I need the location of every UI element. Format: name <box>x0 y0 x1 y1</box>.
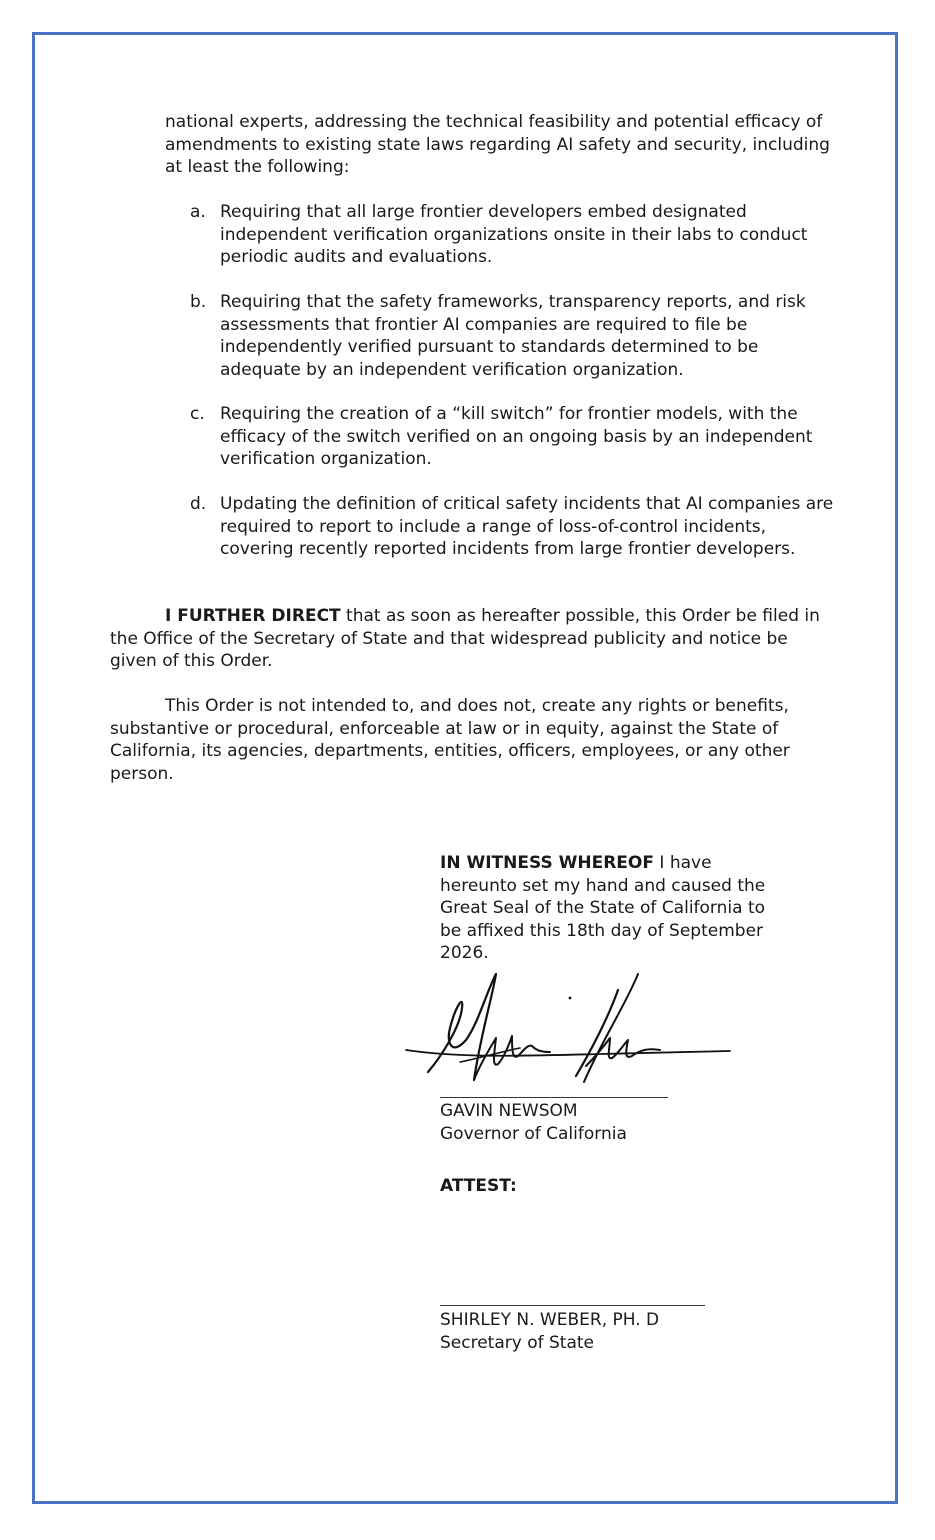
list-item-b <box>190 291 840 381</box>
list-marker: a. <box>190 202 206 222</box>
further-direct-lead: I FURTHER DIRECT <box>165 606 341 626</box>
further-direct-text: that as soon as hereafter possible, this Order be filed in the Office of the Secretary of State and that widespread publicity and notice be given of this Order. <box>110 606 820 671</box>
secretary-title: Secretary of State <box>440 1332 594 1353</box>
witness-text: I have hereunto set my hand and caused the Great Seal of the State of California to be affixed this 18th day of September 2026. <box>440 853 766 963</box>
list-item-text: Requiring that all large frontier developers embed designated independent verification organizations onsite in their labs to conduct periodic audits and evaluations. <box>220 202 808 267</box>
attest-label: ATTEST: <box>440 1176 517 1196</box>
witness-paragraph <box>440 852 780 965</box>
governor-title: Governor of California <box>440 1123 627 1144</box>
governor-signature <box>400 968 740 1092</box>
governor-signature-line <box>440 1097 668 1098</box>
list-item-c <box>190 403 840 471</box>
secretary-signature-line <box>440 1305 705 1306</box>
intro-paragraph: national experts, addressing the technical feasibility and potential efficacy of amendments to existing state laws regarding AI safety and security, including at least the following: <box>165 112 830 177</box>
witness-lead: IN WITNESS WHEREOF <box>440 853 654 873</box>
secretary-block <box>440 1309 659 1354</box>
list-item-d <box>190 493 840 561</box>
governor-name: GAVIN NEWSOM <box>440 1101 578 1121</box>
list-item-text: Requiring the creation of a “kill switch” for frontier models, with the efficacy of the switch verified on an ongoing basis by an independent verification organization. <box>220 404 813 469</box>
further-direct-paragraph <box>110 605 835 673</box>
list-item-a <box>190 201 840 269</box>
disclaimer-paragraph: This Order is not intended to, and does not, create any rights or benefits, substantive or procedural, enforceable at law or in equity, against the State of California, its agencies, departments, entities, officers, employees, or any other person. <box>110 696 790 784</box>
list-marker: b. <box>190 292 207 312</box>
list-item-text: Requiring that the safety frameworks, transparency reports, and risk assessments that frontier AI companies are required to file be independently verified pursuant to standards determined to be adequate by an independent verification organization. <box>220 292 806 380</box>
secretary-name: SHIRLEY N. WEBER, PH. D <box>440 1310 660 1330</box>
list-marker: c. <box>190 404 205 424</box>
governor-block <box>440 1100 627 1145</box>
list-marker: d. <box>190 494 207 514</box>
list-item-text: Updating the definition of critical safety incidents that AI companies are required to report to include a range of loss-of-control incidents, covering recently reported incidents from large frontier developers. <box>220 494 834 559</box>
